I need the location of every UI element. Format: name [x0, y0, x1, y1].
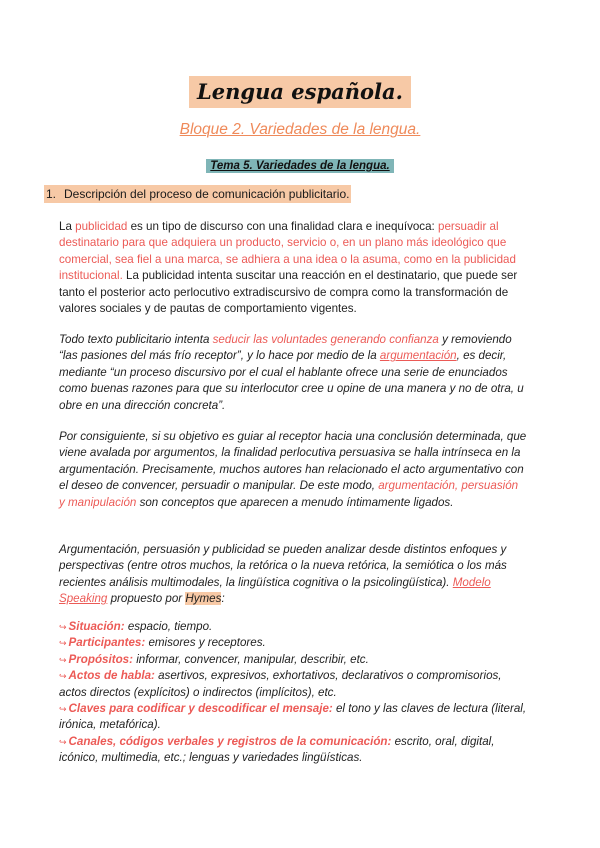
- p3-highlight-concepts: argumentación, persuasión y manipulación: [59, 479, 519, 509]
- tema-heading: Tema 5. Variedades de la lengua.: [206, 159, 393, 173]
- speaking-model-list: [59, 619, 529, 767]
- paragraph-3: [59, 429, 527, 511]
- arrow-icon: ↪: [59, 654, 67, 665]
- list-item-label: Situación:: [68, 620, 125, 633]
- p4-highlight-hymes: Hymes: [185, 592, 222, 606]
- paragraph-2: [59, 332, 527, 414]
- list-item-label: Canales, códigos verbales y registros de la comunicación:: [68, 734, 392, 748]
- list-item: [59, 668, 529, 701]
- arrow-icon: ↪: [59, 622, 67, 632]
- list-item: [59, 652, 529, 668]
- p3-text-c: son conceptos que aparecen a menudo íntimamente ligados.: [136, 495, 454, 509]
- list-item: [59, 701, 529, 734]
- p2-keyword-argumentacion: argumentación: [379, 349, 457, 363]
- tema-container: [0, 156, 600, 174]
- p1-text-c: es un tipo de discurso con una finalidad clara e inequívoca:: [127, 220, 438, 233]
- paragraph-1: [59, 219, 527, 317]
- arrow-icon: ↪: [59, 638, 67, 649]
- p4-text-e: :: [221, 592, 225, 606]
- section-heading: [44, 187, 564, 201]
- p1-text-a: La: [59, 220, 76, 233]
- p2-text-e: , es decir, mediante “un proceso discursivo por el cual el hablante ofrece una serie de enunciados como buenas razones para que su interlocutor cree u opine de una manera y no de otra, u obre en una dirección concreta”.: [59, 349, 524, 412]
- list-item: [59, 635, 529, 651]
- p2-highlight-seducir: seducir las voluntades generando confianza: [212, 333, 439, 346]
- list-item-label: Participantes:: [68, 636, 146, 650]
- list-item-text: asertivos, expresivos, exhortativos, declarativos o compromisorios, actos directos (explícitos) o indirectos (implícitos), etc.: [59, 669, 502, 699]
- p3-text-a: Por consiguiente, si su objetivo es guiar al receptor hacia una conclusión determinada, que viene avalada por argumentos, la finalidad perlocutiva persuasiva se halla intrínseca en la argumentación. Precisamente, muchos autores han relacionado el acto argumentativo con el deseo de convencer, persuadir o manipular. De este modo,: [59, 430, 527, 493]
- list-item-label: Actos de habla:: [68, 669, 155, 683]
- subtitle: Bloque 2. Variedades de la lengua.: [179, 121, 421, 138]
- title-container: [0, 76, 600, 108]
- list-item-text: espacio, tiempo.: [124, 620, 213, 633]
- p2-text-c: y removiendo “las pasiones del más frío receptor”, y lo hace por medio de la: [59, 333, 512, 363]
- p1-keyword-publicidad: publicidad: [75, 220, 128, 233]
- arrow-icon: ↪: [59, 736, 67, 747]
- p2-text-a: Todo texto publicitario intenta: [59, 333, 213, 346]
- p4-text-a: Argumentación, persuasión y publicidad se pueden analizar desde distintos enfoques y perspectivas (entre otros muchos, la retórica o la nueva retórica, la semiótica o los más recientes análisis multimodales, la lingüística cognitiva o la psicolingüística).: [59, 543, 507, 589]
- list-item-text: emisores y receptores.: [145, 636, 266, 650]
- paragraph-4: [59, 542, 527, 608]
- list-item-label: Propósitos:: [68, 652, 133, 666]
- arrow-icon: ↪: [59, 671, 67, 682]
- list-item-text: informar, convencer, manipular, describir, etc.: [132, 652, 369, 666]
- section-number: 1.: [46, 187, 57, 201]
- page-title: Lengua española.: [189, 76, 411, 108]
- p1-highlight-definition: persuadir al destinatario para que adquiera un producto, servicio o, en un plano más ideológico que comercial, sea fiel a una marca, se adhiera a una idea o la asuma, como en la publicidad institucional.: [59, 220, 516, 283]
- arrow-icon: ↪: [59, 704, 67, 715]
- section-heading-highlight: [44, 185, 351, 203]
- list-item-text: el tono y las claves de lectura (literal, irónica, metafórica).: [59, 702, 527, 732]
- p4-text-c: propuesto por: [107, 592, 186, 606]
- list-item: [59, 734, 529, 767]
- section-title: Descripción del proceso de comunicación publicitario.: [64, 187, 350, 201]
- list-item: [59, 619, 529, 635]
- p4-link-modelo-speaking: Modelo Speaking: [59, 575, 491, 606]
- list-item-text: escrito, oral, digital, icónico, multimedia, etc.; lenguas y variedades lingüísticas.: [59, 734, 495, 765]
- list-item-label: Claves para codificar y descodificar el mensaje:: [68, 702, 333, 716]
- p1-text-e: La publicidad intenta suscitar una reacción en el destinatario, que puede ser tanto el posterior acto perlocutivo extradiscursivo de compra como la transformación de valores sociales y de pautas de comportamiento vigentes.: [59, 269, 518, 316]
